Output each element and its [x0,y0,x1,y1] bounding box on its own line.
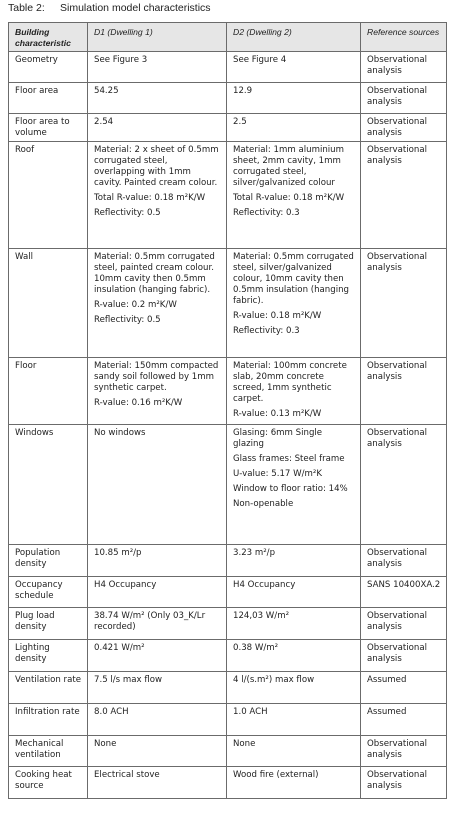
d2-value-cell [227,704,361,736]
table-row [9,545,447,577]
d1-value-line: 7.5 l/s max flow [94,675,163,685]
d1-value-cell [88,142,227,249]
d1-value-cell [88,358,227,425]
d2-value-line: Glass frames: Steel frame [233,454,345,464]
d2-value-line: U-value: 5.17 W/m²K [233,469,322,479]
d2-value-cell [227,425,361,545]
d2-value-line: Material: 1mm aluminium sheet, 2mm cavity, 1mm corrugated steel, silver/galvanized colour [233,145,344,188]
d2-value-line: 0.38 W/m² [233,643,279,653]
d1-value-cell [88,640,227,672]
reference-source: Observational analysis [361,358,447,425]
characteristic-name: Floor area to volume [9,114,88,142]
characteristic-name: Floor [9,358,88,425]
d2-value-line: Window to floor ratio: 14% [233,484,348,494]
d2-value-line: Glasing: 6mm Single glazing [233,428,323,449]
d1-value-line: 38.74 W/m² (Only 03_K/Lr recorded) [94,611,206,632]
table-row [9,736,447,767]
characteristic-name: Infiltration rate [9,704,88,736]
table-row [9,142,447,249]
d2-value-line: Material: 0.5mm corrugated steel, silver/galvanized colour, 10mm cavity then 0.5mm insulation (hanging fabric). [233,252,354,306]
d1-value-cell [88,83,227,114]
d1-value-line: Reflectivity: 0.5 [94,208,161,218]
characteristic-name: Mechanical ventilation [9,736,88,767]
d1-value-line: Material: 150mm compacted sandy soil followed by 1mm synthetic carpet. [94,361,219,393]
d2-value-line: 4 l/(s.m²) max flow [233,675,315,685]
d1-value-line: H4 Occupancy [94,580,157,590]
d1-value-line: 8.0 ACH [94,707,129,717]
d1-value-line: 10.85 m²/p [94,548,142,558]
d2-value-line: Wood fire (external) [233,770,319,780]
characteristic-name: Cooking heat source [9,767,88,799]
d2-value-line: See Figure 4 [233,55,287,65]
table-title: Simulation model characteristics [60,2,211,14]
characteristic-name: Population density [9,545,88,577]
table-row [9,52,447,83]
d2-value-line: Total R-value: 0.18 m²K/W [233,193,345,203]
d1-value-line: R-value: 0.16 m²K/W [94,398,183,408]
d1-value-cell [88,249,227,358]
d1-value-cell [88,577,227,608]
d2-value-line: 3.23 m²/p [233,548,276,558]
header-row [9,23,447,52]
d2-value-line: Non-openable [233,499,294,509]
reference-source: Observational analysis [361,83,447,114]
d1-value-cell [88,704,227,736]
d2-value-cell [227,249,361,358]
table-number: Table 2: [8,2,45,14]
d2-value-cell [227,640,361,672]
table-row [9,767,447,799]
d2-value-line: 124,03 W/m² [233,611,290,621]
reference-source: Observational analysis [361,545,447,577]
reference-source: Observational analysis [361,767,447,799]
d1-value-cell [88,52,227,83]
d2-value-line: Material: 100mm concrete slab, 20mm concrete screed, 1mm synthetic carpet. [233,361,347,404]
d1-value-cell [88,425,227,545]
table-row [9,577,447,608]
d2-value-line: 12.9 [233,86,253,96]
reference-source: Assumed [361,704,447,736]
d2-value-line: H4 Occupancy [233,580,296,590]
characteristic-name: Occupancy schedule [9,577,88,608]
characteristic-name: Geometry [9,52,88,83]
d1-value-line: 54.25 [94,86,119,96]
d1-value-line: None [94,739,117,749]
reference-source: Assumed [361,672,447,704]
d1-value-cell [88,672,227,704]
characteristic-name: Ventilation rate [9,672,88,704]
d1-value-line: Electrical stove [94,770,160,780]
characteristic-name: Floor area [9,83,88,114]
reference-source: Observational analysis [361,425,447,545]
characteristic-name: Wall [9,249,88,358]
d2-value-cell [227,545,361,577]
header-d1: D1 (Dwelling 1) [88,23,227,52]
d2-value-line: R-value: 0.18 m²K/W [233,311,322,321]
d2-value-cell [227,358,361,425]
reference-source: Observational analysis [361,114,447,142]
d2-value-cell [227,142,361,249]
table-row [9,114,447,142]
d1-value-cell [88,545,227,577]
d2-value-cell [227,577,361,608]
reference-source: Observational analysis [361,736,447,767]
reference-source: SANS 10400XA.2 [361,577,447,608]
table-row [9,704,447,736]
d2-value-cell [227,608,361,640]
reference-source: Observational analysis [361,249,447,358]
d1-value-cell [88,114,227,142]
d1-value-cell [88,767,227,799]
d2-value-cell [227,672,361,704]
characteristic-name: Roof [9,142,88,249]
d2-value-line: 1.0 ACH [233,707,268,717]
reference-source: Observational analysis [361,52,447,83]
characteristics-table [8,22,447,799]
characteristic-name: Windows [9,425,88,545]
table-row [9,83,447,114]
header-d2: D2 (Dwelling 2) [227,23,361,52]
d2-value-line: R-value: 0.13 m²K/W [233,409,322,419]
d1-value-line: 0.421 W/m² [94,643,145,653]
d1-value-cell [88,736,227,767]
d1-value-line: R-value: 0.2 m²K/W [94,300,177,310]
d2-value-cell [227,83,361,114]
d2-value-line: Reflectivity: 0.3 [233,326,300,336]
table-row [9,358,447,425]
d2-value-cell [227,767,361,799]
table-row [9,608,447,640]
d2-value-cell [227,736,361,767]
table-caption [8,2,211,14]
d2-value-line: Reflectivity: 0.3 [233,208,300,218]
d2-value-line: 2.5 [233,117,247,127]
d1-value-line: 2.54 [94,117,114,127]
reference-source: Observational analysis [361,640,447,672]
d2-value-cell [227,52,361,83]
d1-value-line: Total R-value: 0.18 m²K/W [94,193,206,203]
d2-value-line: None [233,739,256,749]
reference-source: Observational analysis [361,608,447,640]
d2-value-cell [227,114,361,142]
characteristic-name: Plug load density [9,608,88,640]
header-building-characteristic: Building characteristic [9,23,88,52]
d1-value-line: See Figure 3 [94,55,148,65]
d1-value-line: No windows [94,428,146,438]
d1-value-line: Material: 2 x sheet of 0.5mm corrugated steel, overlapping with 1mm cavity. Painted cream colour. [94,145,219,188]
header-reference-sources: Reference sources [361,23,447,52]
table-row [9,425,447,545]
d1-value-cell [88,608,227,640]
d1-value-line: Reflectivity: 0.5 [94,315,161,325]
d1-value-line: Material: 0.5mm corrugated steel, painted cream colour. 10mm cavity then 0.5mm insulation (hanging fabric). [94,252,215,295]
table-row [9,672,447,704]
table-row [9,640,447,672]
characteristic-name: Lighting density [9,640,88,672]
table-row [9,249,447,358]
reference-source: Observational analysis [361,142,447,249]
